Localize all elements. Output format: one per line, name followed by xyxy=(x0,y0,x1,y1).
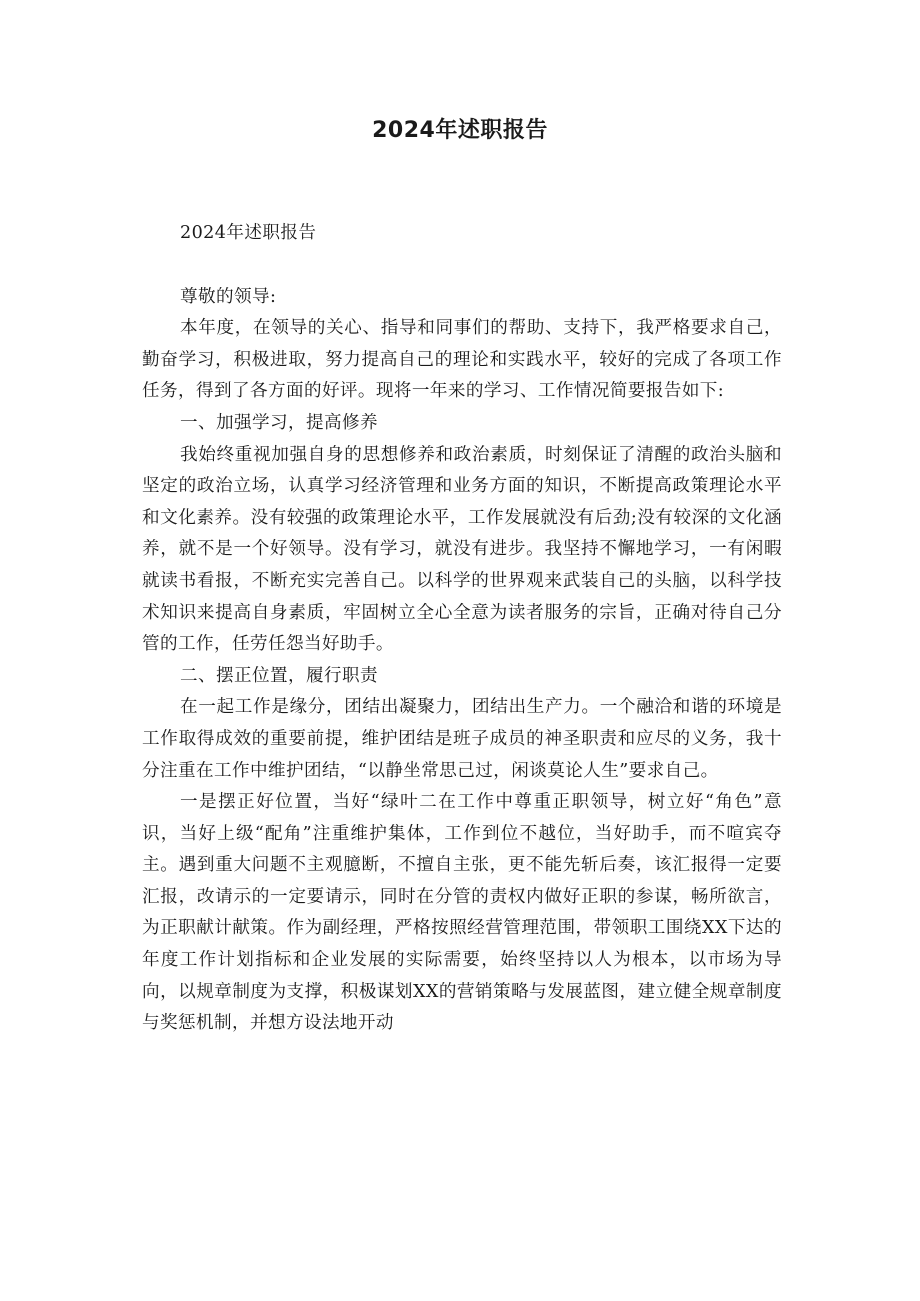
section-2-heading: 二、摆正位置，履行职责 xyxy=(180,665,378,686)
greeting: 尊敬的领导: xyxy=(180,286,277,307)
paragraph-section-2-point-1: 一是摆正好位置，当好“绿叶二在工作中尊重正职领导，树立好“角色”意识，当好上级“配角”注重维护集体，工作到位不越位，当好助手，而不喧宾夺主。遇到重大问题不主观臆断，不擅自主张，更不能先斩后奏，该汇报得一定要汇报，改请示的一定要请示，同时在分管的责权内做好正职的参谋，畅所欲言，为正职献计献策。作为副经理，严格按照经营管理范围，带领职工围绕XX下达的年度工作计划指标和企业发展的实际需要，始终坚持以人为根本，以市场为导向，以规章制度为支撑，积极谋划XX的营销策略与发展蓝图，建立健全规章制度与奖惩机制，并想方设法地开动 xyxy=(142,792,782,1034)
paragraph-intro: 本年度，在领导的关心、指导和同事们的帮助、支持下，我严格要求自己，勤奋学习，积极进取，努力提高自己的理论和实践水平，较好的完成了各项工作任务，得到了各方面的好评。现将一年来的学习、工作情况简要报告如下: xyxy=(142,318,782,402)
section-1-heading: 一、加强学习，提高修养 xyxy=(180,412,378,433)
document-title: 2024年述职报告 xyxy=(372,118,548,143)
document-body xyxy=(142,218,782,1040)
paragraph-section-2: 在一起工作是缘分，团结出凝聚力，团结出生产力。一个融洽和谐的环境是工作取得成效的重要前提，维护团结是班子成员的神圣职责和应尽的义务，我十分注重在工作中维护团结，“以静坐常思己过，闲谈莫论人生”要求自己。 xyxy=(142,697,782,781)
paragraph-section-1: 我始终重视加强自身的思想修养和政治素质，时刻保证了清醒的政治头脑和坚定的政治立场，认真学习经济管理和业务方面的知识，不断提高政策理论水平和文化素养。没有较强的政策理论水平，工作发展就没有后劲;没有较深的文化涵养，就不是一个好领导。没有学习，就没有进步。我坚持不懈地学习，一有闲暇就读书看报，不断充实完善自己。以科学的世界观来武装自己的头脑，以科学技术知识来提高自身素质，牢固树立全心全意为读者服务的宗旨，正确对待自己分管的工作，任劳任怨当好助手。 xyxy=(142,444,782,655)
document-subtitle: 2024年述职报告 xyxy=(180,223,317,243)
